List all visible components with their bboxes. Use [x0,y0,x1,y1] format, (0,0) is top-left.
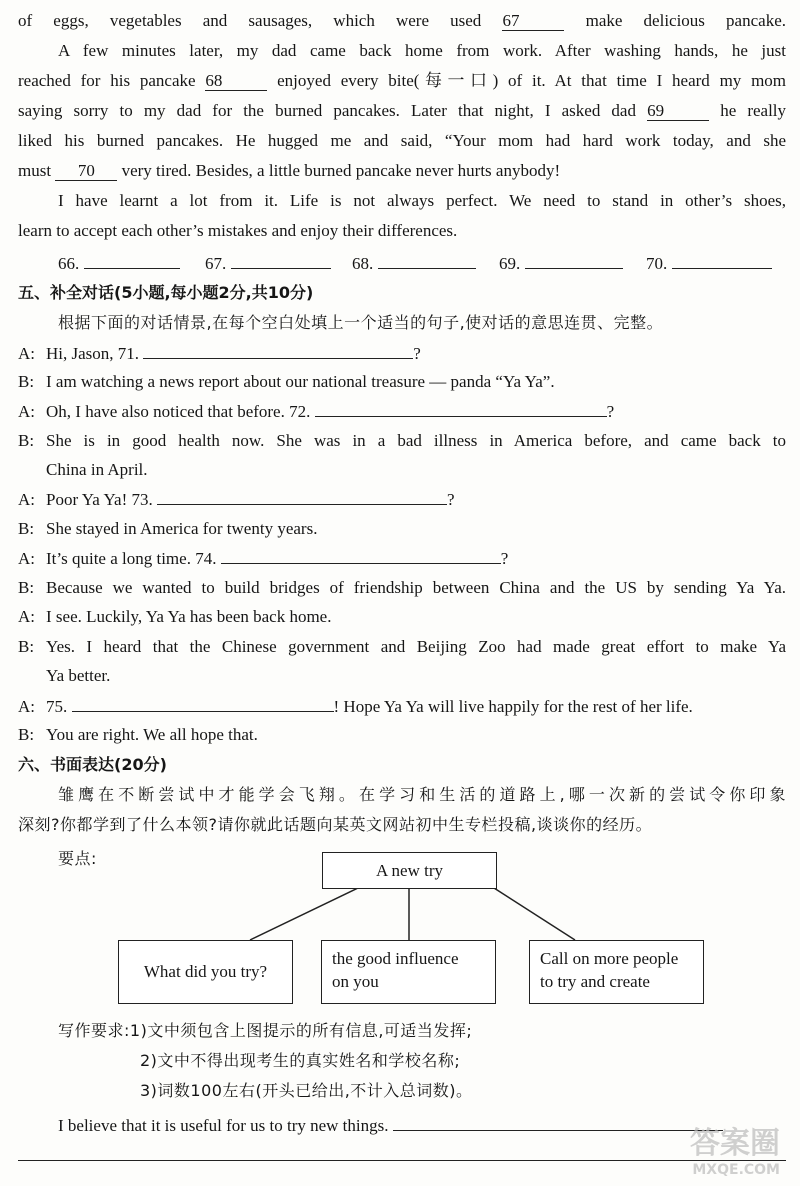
passage-text: of eggs, vegetables and sausages, which were used [18,11,482,30]
writing-prompt: 深刻?你都学到了什么本领?请你就此话题向某英文网站初中生专栏投稿,谈谈你的经历。 [18,815,653,834]
diagram-box-call-on: Call on more people to try and create [529,940,704,1004]
passage-text: he really [720,101,787,120]
requirement-1: 写作要求:1)文中须包含上图提示的所有信息,可适当发挥; [58,1021,473,1040]
passage-text: saying sorry to my dad for the burned pancakes. Later that night, I asked dad [18,101,636,120]
requirement-2: 2)文中不得出现考生的真实姓名和学校名称; [140,1051,461,1070]
blank-68: 68 [205,72,267,91]
passage-line: learn to accept each other’s mistakes and enjoy their differences. [18,221,458,240]
diagram-box-what-tried: What did you try? [118,940,293,1004]
diagram-root-box: A new try [322,852,497,889]
passage-text: very tired. Besides, a little burned pancake never hurts anybody! [121,161,561,180]
dialogue-line: B: Yes. I heard that the Chinese government and Beijing Zoo had made great effort to make Ya [18,637,786,656]
dialogue-line: China in April. [46,460,148,479]
dialogue-line: A: I see. Luckily, Ya Ya has been back home. [18,607,332,626]
diagram-box-influence: the good influence on you [321,940,496,1004]
writing-line[interactable] [18,1160,786,1161]
section-title: 五、补全对话(5小题,每小题2分,共10分) [18,283,314,302]
blank-67: 67 [502,12,564,31]
dialogue-line: B: You are right. We all hope that. [18,725,258,744]
answer-item-70: 70. [646,252,772,275]
dialogue-line: Ya better. [46,666,111,685]
essay-blank[interactable] [393,1114,723,1131]
passage-text: must [18,161,52,180]
dialogue-line: B: She stayed in America for twenty years. [18,519,318,538]
dialogue-line: A: It’s quite a long time. 74. ? [18,549,509,568]
dialogue-line: A: Oh, I have also noticed that before. 72. ? [18,402,615,421]
passage-line: liked his burned pancakes. He hugged me and said, “Your mom had hard work today, and she [18,131,786,150]
dialogue-line: B: She is in good health now. She was in a bad illness in America before, and came back to [18,431,786,450]
answer-item-66: 66. [58,252,205,275]
passage-text: reached for his pancake [18,71,196,90]
answer-item-67: 67. [205,252,352,275]
dialogue-line: A: Poor Ya Ya! 73. ? [18,490,455,509]
answer-item-69: 69. [499,252,646,275]
requirement-3: 3)词数100左右(开头已给出,不计入总词数)。 [140,1081,473,1100]
answer-item-68: 68. [352,252,499,275]
essay-opening: I believe that it is useful for us to try new things. [58,1114,786,1137]
dialogue-line: A: 75. ! Hope Ya Ya will live happily for the rest of her life. [18,697,693,716]
writing-prompt: 雏鹰在不断尝试中才能学会飞翔。在学习和生活的道路上,哪一次新的尝试令你印象 [58,785,786,804]
section-title: 六、书面表达(20分) [18,755,167,774]
dialogue-line: B: Because we wanted to build bridges of friendship between China and the US by sending Ya Ya. [18,578,786,597]
passage-line: A few minutes later, my dad came back home from work. After washing hands, he just [58,41,786,60]
section-instruction: 根据下面的对话情景,在每个空白处填上一个适当的句子,使对话的意思连贯、完整。 [58,313,664,332]
passage-line: I have learnt a lot from it. Life is not always perfect. We need to stand in other’s shoes, [58,191,786,210]
points-label: 要点: [58,849,97,868]
dialogue-line: A: Hi, Jason, 71. ? [18,344,421,363]
blank-69: 69 [647,102,709,121]
dialogue-line: B: I am watching a news report about our national treasure — panda “Ya Ya”. [18,372,555,391]
passage-text: make delicious pancake. [585,11,786,30]
watermark-logo: 答案圈 MXQE.COM [690,1126,780,1178]
blank-70: 70 [55,162,117,181]
passage-text: enjoyed every bite(每一口) of it. At that time I heard my mom [277,71,787,90]
